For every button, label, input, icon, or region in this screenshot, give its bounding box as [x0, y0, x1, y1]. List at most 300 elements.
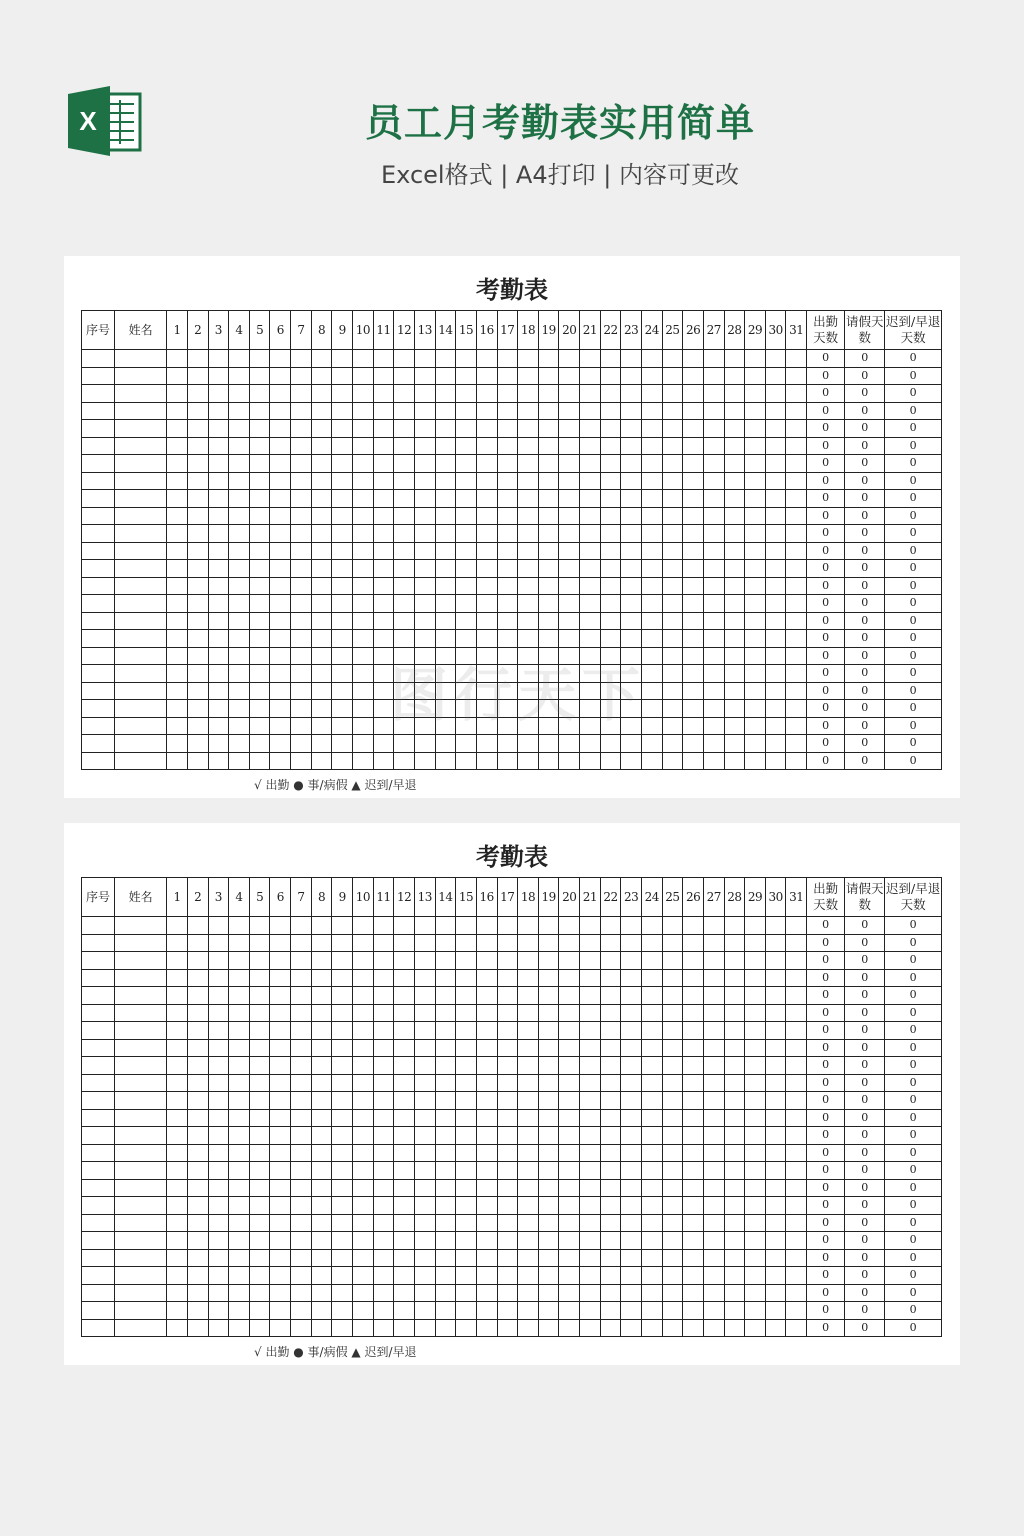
cell-day[interactable]: [394, 507, 415, 525]
cell-leave-days[interactable]: 0: [845, 969, 885, 987]
cell-day[interactable]: [167, 735, 188, 753]
cell-day[interactable]: [662, 700, 683, 718]
cell-day[interactable]: [497, 472, 518, 490]
cell-day[interactable]: [683, 1057, 704, 1075]
cell-day[interactable]: [291, 472, 312, 490]
cell-day[interactable]: [456, 1022, 477, 1040]
cell-day[interactable]: [249, 1302, 270, 1320]
cell-day[interactable]: [724, 1319, 745, 1337]
cell-day[interactable]: [683, 1249, 704, 1267]
cell-day[interactable]: [724, 525, 745, 543]
cell-day[interactable]: [476, 682, 497, 700]
cell-day[interactable]: [786, 1022, 807, 1040]
cell-day[interactable]: [703, 595, 724, 613]
cell-day[interactable]: [249, 682, 270, 700]
cell-day[interactable]: [559, 385, 580, 403]
cell-day[interactable]: [270, 700, 291, 718]
cell-leave-days[interactable]: 0: [845, 1214, 885, 1232]
cell-day[interactable]: [724, 402, 745, 420]
cell-day[interactable]: [208, 1249, 229, 1267]
cell-day[interactable]: [456, 934, 477, 952]
cell-day[interactable]: [786, 420, 807, 438]
cell-day[interactable]: [456, 455, 477, 473]
cell-day[interactable]: [745, 1302, 766, 1320]
cell-day[interactable]: [187, 367, 208, 385]
cell-day[interactable]: [724, 350, 745, 368]
cell-day[interactable]: [476, 1302, 497, 1320]
cell-day[interactable]: [621, 455, 642, 473]
cell-day[interactable]: [394, 542, 415, 560]
cell-day[interactable]: [249, 1074, 270, 1092]
cell-day[interactable]: [641, 1267, 662, 1285]
cell-day[interactable]: [456, 542, 477, 560]
cell-day[interactable]: [518, 595, 539, 613]
cell-day[interactable]: [373, 1162, 394, 1180]
cell-day[interactable]: [662, 1232, 683, 1250]
cell-day[interactable]: [208, 1284, 229, 1302]
cell-day[interactable]: [229, 385, 250, 403]
cell-day[interactable]: [435, 1162, 456, 1180]
cell-name[interactable]: [115, 595, 167, 613]
cell-day[interactable]: [187, 1004, 208, 1022]
cell-name[interactable]: [115, 542, 167, 560]
cell-attend-days[interactable]: 0: [807, 700, 845, 718]
cell-day[interactable]: [167, 455, 188, 473]
cell-day[interactable]: [786, 917, 807, 935]
cell-day[interactable]: [703, 1319, 724, 1337]
cell-leave-days[interactable]: 0: [845, 367, 885, 385]
cell-day[interactable]: [229, 1232, 250, 1250]
cell-day[interactable]: [332, 577, 353, 595]
cell-day[interactable]: [724, 1302, 745, 1320]
cell-day[interactable]: [786, 1284, 807, 1302]
cell-day[interactable]: [394, 700, 415, 718]
cell-day[interactable]: [270, 542, 291, 560]
cell-day[interactable]: [559, 717, 580, 735]
cell-day[interactable]: [600, 647, 621, 665]
cell-day[interactable]: [786, 717, 807, 735]
cell-day[interactable]: [229, 969, 250, 987]
cell-day[interactable]: [311, 987, 332, 1005]
cell-day[interactable]: [683, 542, 704, 560]
cell-day[interactable]: [559, 367, 580, 385]
cell-leave-days[interactable]: 0: [845, 350, 885, 368]
cell-day[interactable]: [497, 934, 518, 952]
cell-day[interactable]: [703, 665, 724, 683]
cell-day[interactable]: [497, 1057, 518, 1075]
cell-day[interactable]: [580, 934, 601, 952]
cell-day[interactable]: [786, 1302, 807, 1320]
cell-day[interactable]: [249, 934, 270, 952]
cell-day[interactable]: [229, 1162, 250, 1180]
cell-day[interactable]: [249, 402, 270, 420]
cell-day[interactable]: [456, 1109, 477, 1127]
cell-day[interactable]: [765, 1109, 786, 1127]
cell-day[interactable]: [538, 1267, 559, 1285]
cell-day[interactable]: [394, 682, 415, 700]
cell-day[interactable]: [600, 1074, 621, 1092]
cell-day[interactable]: [703, 385, 724, 403]
cell-name[interactable]: [115, 1197, 167, 1215]
cell-day[interactable]: [435, 1004, 456, 1022]
cell-day[interactable]: [167, 952, 188, 970]
cell-day[interactable]: [559, 1039, 580, 1057]
cell-day[interactable]: [559, 437, 580, 455]
cell-day[interactable]: [600, 472, 621, 490]
cell-leave-days[interactable]: 0: [845, 385, 885, 403]
cell-day[interactable]: [559, 1249, 580, 1267]
cell-day[interactable]: [538, 542, 559, 560]
cell-day[interactable]: [724, 1039, 745, 1057]
cell-day[interactable]: [703, 577, 724, 595]
cell-day[interactable]: [456, 1179, 477, 1197]
cell-day[interactable]: [291, 367, 312, 385]
cell-day[interactable]: [476, 987, 497, 1005]
cell-index[interactable]: [82, 525, 115, 543]
cell-day[interactable]: [621, 1249, 642, 1267]
cell-day[interactable]: [229, 917, 250, 935]
cell-day[interactable]: [518, 350, 539, 368]
cell-day[interactable]: [414, 350, 435, 368]
cell-leave-days[interactable]: 0: [845, 1109, 885, 1127]
cell-day[interactable]: [167, 1197, 188, 1215]
cell-day[interactable]: [683, 735, 704, 753]
cell-day[interactable]: [476, 1022, 497, 1040]
cell-day[interactable]: [641, 1249, 662, 1267]
cell-day[interactable]: [414, 1284, 435, 1302]
cell-day[interactable]: [641, 420, 662, 438]
cell-day[interactable]: [394, 1039, 415, 1057]
cell-day[interactable]: [559, 952, 580, 970]
cell-day[interactable]: [580, 969, 601, 987]
cell-day[interactable]: [518, 700, 539, 718]
cell-late-days[interactable]: 0: [885, 455, 942, 473]
cell-attend-days[interactable]: 0: [807, 1232, 845, 1250]
cell-day[interactable]: [208, 1022, 229, 1040]
cell-day[interactable]: [353, 700, 374, 718]
cell-day[interactable]: [394, 437, 415, 455]
cell-day[interactable]: [187, 525, 208, 543]
cell-day[interactable]: [187, 437, 208, 455]
cell-day[interactable]: [745, 1249, 766, 1267]
cell-day[interactable]: [229, 1197, 250, 1215]
cell-name[interactable]: [115, 385, 167, 403]
cell-day[interactable]: [311, 525, 332, 543]
cell-attend-days[interactable]: 0: [807, 402, 845, 420]
cell-day[interactable]: [538, 752, 559, 770]
cell-late-days[interactable]: 0: [885, 1109, 942, 1127]
cell-day[interactable]: [332, 969, 353, 987]
cell-day[interactable]: [456, 1074, 477, 1092]
cell-day[interactable]: [538, 455, 559, 473]
cell-name[interactable]: [115, 682, 167, 700]
cell-day[interactable]: [538, 1179, 559, 1197]
cell-day[interactable]: [332, 1127, 353, 1145]
cell-attend-days[interactable]: 0: [807, 665, 845, 683]
cell-day[interactable]: [580, 1179, 601, 1197]
cell-late-days[interactable]: 0: [885, 1302, 942, 1320]
cell-day[interactable]: [414, 1109, 435, 1127]
cell-day[interactable]: [229, 735, 250, 753]
cell-day[interactable]: [353, 1284, 374, 1302]
cell-day[interactable]: [187, 1267, 208, 1285]
cell-day[interactable]: [745, 665, 766, 683]
cell-day[interactable]: [414, 752, 435, 770]
cell-attend-days[interactable]: 0: [807, 1092, 845, 1110]
cell-day[interactable]: [311, 647, 332, 665]
cell-name[interactable]: [115, 1074, 167, 1092]
cell-day[interactable]: [435, 350, 456, 368]
cell-day[interactable]: [270, 507, 291, 525]
cell-day[interactable]: [662, 612, 683, 630]
cell-index[interactable]: [82, 490, 115, 508]
cell-day[interactable]: [332, 385, 353, 403]
cell-day[interactable]: [518, 1249, 539, 1267]
cell-day[interactable]: [765, 1197, 786, 1215]
cell-day[interactable]: [476, 542, 497, 560]
cell-day[interactable]: [249, 420, 270, 438]
cell-day[interactable]: [724, 1162, 745, 1180]
cell-attend-days[interactable]: 0: [807, 350, 845, 368]
cell-day[interactable]: [208, 1004, 229, 1022]
cell-day[interactable]: [435, 752, 456, 770]
cell-day[interactable]: [167, 525, 188, 543]
cell-day[interactable]: [167, 542, 188, 560]
cell-day[interactable]: [414, 1319, 435, 1337]
cell-day[interactable]: [538, 1127, 559, 1145]
cell-day[interactable]: [518, 1039, 539, 1057]
cell-day[interactable]: [167, 490, 188, 508]
cell-day[interactable]: [476, 1162, 497, 1180]
cell-day[interactable]: [497, 952, 518, 970]
cell-day[interactable]: [394, 1127, 415, 1145]
cell-day[interactable]: [456, 665, 477, 683]
cell-day[interactable]: [662, 1109, 683, 1127]
cell-attend-days[interactable]: 0: [807, 682, 845, 700]
cell-day[interactable]: [538, 1057, 559, 1075]
cell-late-days[interactable]: 0: [885, 630, 942, 648]
cell-leave-days[interactable]: 0: [845, 917, 885, 935]
cell-day[interactable]: [559, 735, 580, 753]
cell-day[interactable]: [559, 987, 580, 1005]
cell-name[interactable]: [115, 647, 167, 665]
cell-day[interactable]: [229, 1267, 250, 1285]
cell-name[interactable]: [115, 1319, 167, 1337]
cell-day[interactable]: [600, 402, 621, 420]
cell-day[interactable]: [187, 1284, 208, 1302]
cell-day[interactable]: [476, 917, 497, 935]
cell-day[interactable]: [476, 402, 497, 420]
cell-day[interactable]: [621, 612, 642, 630]
cell-day[interactable]: [745, 472, 766, 490]
cell-day[interactable]: [456, 1004, 477, 1022]
cell-day[interactable]: [600, 682, 621, 700]
cell-day[interactable]: [745, 542, 766, 560]
cell-day[interactable]: [456, 612, 477, 630]
cell-day[interactable]: [580, 1232, 601, 1250]
cell-day[interactable]: [559, 577, 580, 595]
cell-day[interactable]: [518, 525, 539, 543]
cell-day[interactable]: [353, 385, 374, 403]
cell-name[interactable]: [115, 437, 167, 455]
cell-day[interactable]: [476, 1127, 497, 1145]
cell-day[interactable]: [208, 969, 229, 987]
cell-day[interactable]: [208, 1057, 229, 1075]
cell-day[interactable]: [559, 752, 580, 770]
cell-day[interactable]: [641, 1302, 662, 1320]
cell-day[interactable]: [621, 752, 642, 770]
cell-day[interactable]: [291, 700, 312, 718]
cell-day[interactable]: [167, 1039, 188, 1057]
cell-day[interactable]: [167, 577, 188, 595]
cell-day[interactable]: [270, 682, 291, 700]
cell-day[interactable]: [435, 952, 456, 970]
cell-day[interactable]: [641, 717, 662, 735]
cell-day[interactable]: [559, 420, 580, 438]
cell-day[interactable]: [311, 490, 332, 508]
cell-day[interactable]: [373, 507, 394, 525]
cell-day[interactable]: [703, 987, 724, 1005]
cell-day[interactable]: [538, 934, 559, 952]
cell-day[interactable]: [786, 1057, 807, 1075]
cell-day[interactable]: [291, 595, 312, 613]
cell-day[interactable]: [353, 1144, 374, 1162]
cell-day[interactable]: [435, 595, 456, 613]
cell-index[interactable]: [82, 987, 115, 1005]
cell-day[interactable]: [580, 752, 601, 770]
cell-day[interactable]: [621, 717, 642, 735]
cell-day[interactable]: [641, 1109, 662, 1127]
cell-day[interactable]: [311, 1074, 332, 1092]
cell-index[interactable]: [82, 1162, 115, 1180]
cell-day[interactable]: [745, 717, 766, 735]
cell-day[interactable]: [724, 612, 745, 630]
cell-day[interactable]: [641, 350, 662, 368]
cell-day[interactable]: [683, 647, 704, 665]
cell-day[interactable]: [435, 1319, 456, 1337]
cell-late-days[interactable]: 0: [885, 507, 942, 525]
cell-late-days[interactable]: 0: [885, 577, 942, 595]
cell-day[interactable]: [167, 700, 188, 718]
cell-day[interactable]: [497, 1144, 518, 1162]
cell-day[interactable]: [208, 1074, 229, 1092]
cell-day[interactable]: [600, 1022, 621, 1040]
cell-day[interactable]: [187, 752, 208, 770]
cell-index[interactable]: [82, 1179, 115, 1197]
cell-day[interactable]: [270, 612, 291, 630]
cell-late-days[interactable]: 0: [885, 420, 942, 438]
cell-day[interactable]: [580, 1249, 601, 1267]
cell-day[interactable]: [373, 385, 394, 403]
cell-day[interactable]: [786, 665, 807, 683]
cell-day[interactable]: [765, 1022, 786, 1040]
cell-day[interactable]: [414, 1302, 435, 1320]
cell-day[interactable]: [270, 1232, 291, 1250]
cell-day[interactable]: [229, 402, 250, 420]
cell-day[interactable]: [745, 455, 766, 473]
cell-day[interactable]: [538, 1319, 559, 1337]
cell-name[interactable]: [115, 472, 167, 490]
cell-day[interactable]: [600, 1197, 621, 1215]
cell-day[interactable]: [353, 1249, 374, 1267]
cell-day[interactable]: [332, 1074, 353, 1092]
cell-day[interactable]: [559, 1284, 580, 1302]
cell-day[interactable]: [208, 490, 229, 508]
cell-day[interactable]: [745, 1127, 766, 1145]
cell-day[interactable]: [559, 917, 580, 935]
cell-day[interactable]: [353, 630, 374, 648]
cell-day[interactable]: [187, 472, 208, 490]
cell-day[interactable]: [559, 1162, 580, 1180]
cell-day[interactable]: [745, 682, 766, 700]
cell-late-days[interactable]: 0: [885, 1284, 942, 1302]
cell-day[interactable]: [394, 1214, 415, 1232]
cell-day[interactable]: [538, 1092, 559, 1110]
cell-day[interactable]: [208, 717, 229, 735]
cell-day[interactable]: [538, 630, 559, 648]
cell-day[interactable]: [518, 934, 539, 952]
cell-day[interactable]: [456, 1302, 477, 1320]
cell-day[interactable]: [373, 665, 394, 683]
cell-day[interactable]: [311, 952, 332, 970]
cell-day[interactable]: [621, 1267, 642, 1285]
cell-day[interactable]: [683, 612, 704, 630]
cell-day[interactable]: [353, 752, 374, 770]
cell-leave-days[interactable]: 0: [845, 1144, 885, 1162]
cell-late-days[interactable]: 0: [885, 1074, 942, 1092]
cell-day[interactable]: [353, 647, 374, 665]
cell-day[interactable]: [662, 1039, 683, 1057]
cell-day[interactable]: [600, 934, 621, 952]
cell-day[interactable]: [662, 969, 683, 987]
cell-attend-days[interactable]: 0: [807, 717, 845, 735]
cell-late-days[interactable]: 0: [885, 595, 942, 613]
cell-day[interactable]: [249, 577, 270, 595]
cell-day[interactable]: [249, 542, 270, 560]
cell-day[interactable]: [765, 1162, 786, 1180]
cell-day[interactable]: [229, 472, 250, 490]
cell-late-days[interactable]: 0: [885, 647, 942, 665]
cell-day[interactable]: [249, 735, 270, 753]
cell-day[interactable]: [311, 735, 332, 753]
cell-day[interactable]: [641, 595, 662, 613]
cell-day[interactable]: [291, 525, 312, 543]
cell-attend-days[interactable]: 0: [807, 1162, 845, 1180]
cell-name[interactable]: [115, 630, 167, 648]
cell-day[interactable]: [621, 525, 642, 543]
cell-day[interactable]: [249, 969, 270, 987]
cell-day[interactable]: [414, 1214, 435, 1232]
cell-index[interactable]: [82, 507, 115, 525]
cell-day[interactable]: [641, 917, 662, 935]
cell-leave-days[interactable]: 0: [845, 420, 885, 438]
cell-day[interactable]: [270, 402, 291, 420]
cell-day[interactable]: [394, 952, 415, 970]
cell-day[interactable]: [167, 612, 188, 630]
cell-day[interactable]: [311, 560, 332, 578]
cell-day[interactable]: [187, 1162, 208, 1180]
cell-day[interactable]: [435, 1302, 456, 1320]
cell-day[interactable]: [765, 1232, 786, 1250]
cell-day[interactable]: [724, 1092, 745, 1110]
cell-day[interactable]: [662, 560, 683, 578]
cell-index[interactable]: [82, 1109, 115, 1127]
cell-day[interactable]: [518, 1162, 539, 1180]
cell-day[interactable]: [621, 490, 642, 508]
cell-late-days[interactable]: 0: [885, 987, 942, 1005]
cell-day[interactable]: [518, 560, 539, 578]
cell-day[interactable]: [765, 1249, 786, 1267]
